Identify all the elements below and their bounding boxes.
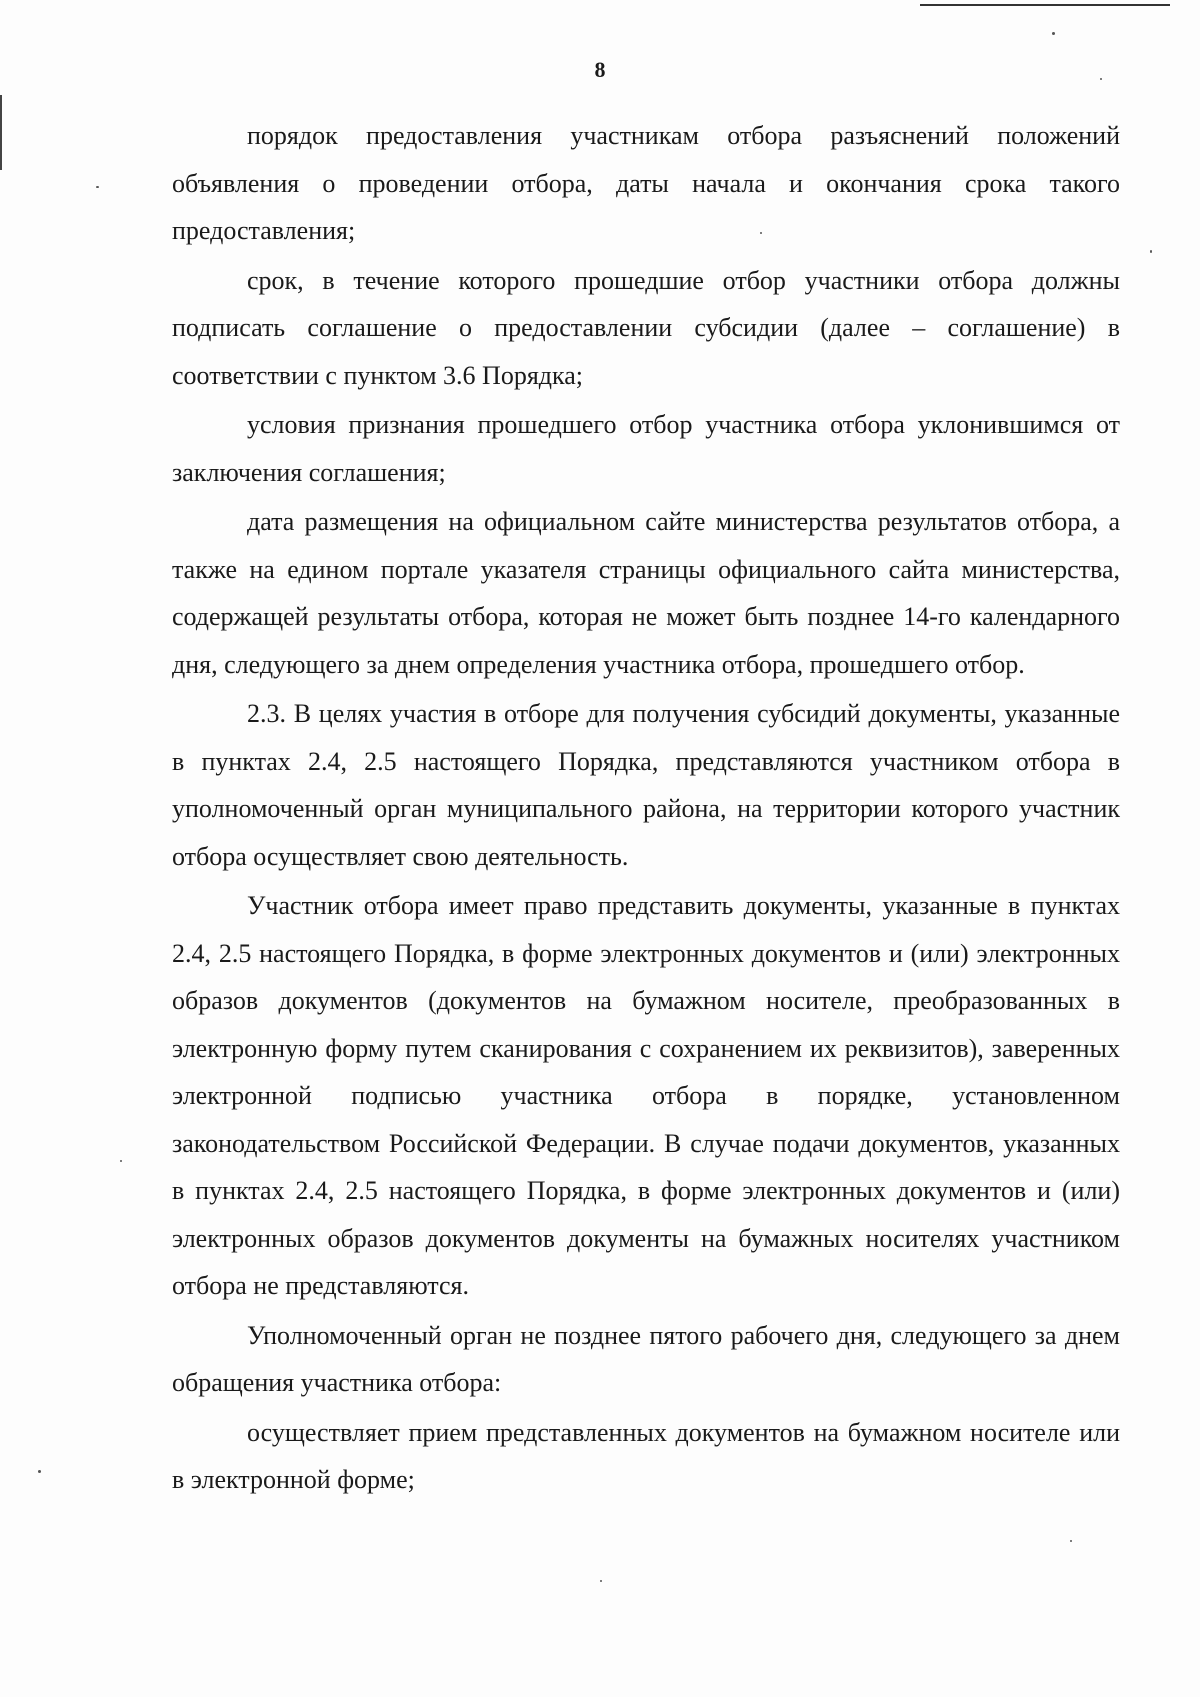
paragraph: условия признания прошедшего отбор участника отбора уклонившимся от заключения соглашения; — [172, 410, 1120, 487]
scan-speck — [1070, 1540, 1072, 1542]
scan-speck — [760, 232, 762, 234]
scan-speck — [600, 1580, 602, 1582]
scan-speck — [120, 1160, 122, 1162]
scan-artifact-edge — [0, 95, 2, 170]
paragraph: Уполномоченный орган не позднее пятого рабочего дня, следующего за днем обращения участника отбора: — [172, 1320, 1120, 1397]
scan-artifact-line — [920, 4, 1170, 6]
scan-speck — [1100, 78, 1102, 80]
scan-speck — [1150, 250, 1152, 253]
scan-speck — [38, 1470, 41, 1473]
paragraph: осуществляет прием представленных документов на бумажном носителе или в электронной форме; — [172, 1417, 1120, 1494]
paragraph: порядок предоставления участникам отбора разъяснений положений объявления о проведении отбора, даты начала и окончания срока такого предоставления; — [172, 121, 1120, 245]
paragraph: Участник отбора имеет право представить документы, указанные в пунктах 2.4, 2.5 настоящего Порядка, в форме электронных документов и (или) электронных образов документов (документов на бумажном носителе, преобразованных в электронную форму путем сканирования с сохранением их реквизитов), заверенных электронной подписью участника отбора в порядке, установленном законодательством Российской Федерации. В случае подачи документов, указанных в пунктах 2.4, 2.5 настоящего Порядка, в форме электронных документов и (или) электронных образов документов документы на бумажных носителях участником отбора не представляются. — [172, 891, 1120, 1300]
paragraph: дата размещения на официальном сайте министерства результатов отбора, а также на едином портале указателя страницы официального сайта министерства, содержащей результаты отбора, которая не может быть позднее 14-го календарного дня, следующего за днем определения участника отбора, прошедшего отбор. — [172, 507, 1120, 679]
paragraph: срок, в течение которого прошедшие отбор участники отбора должны подписать соглашение о предоставлении субсидии (далее – соглашение) в соответствии с пунктом 3.6 Порядка; — [172, 265, 1120, 390]
scan-speck — [1052, 32, 1055, 35]
document-body — [172, 112, 1120, 1506]
scan-speck — [96, 186, 99, 188]
page-number: 8 — [594, 57, 606, 82]
paragraph: 2.3. В целях участия в отборе для получения субсидий документы, указанные в пунктах 2.4, 2.5 настоящего Порядка, представляются участником отбора в уполномоченный орган муниципального района, на территории которого участник отбора осуществляет свою деятельность. — [172, 699, 1120, 871]
